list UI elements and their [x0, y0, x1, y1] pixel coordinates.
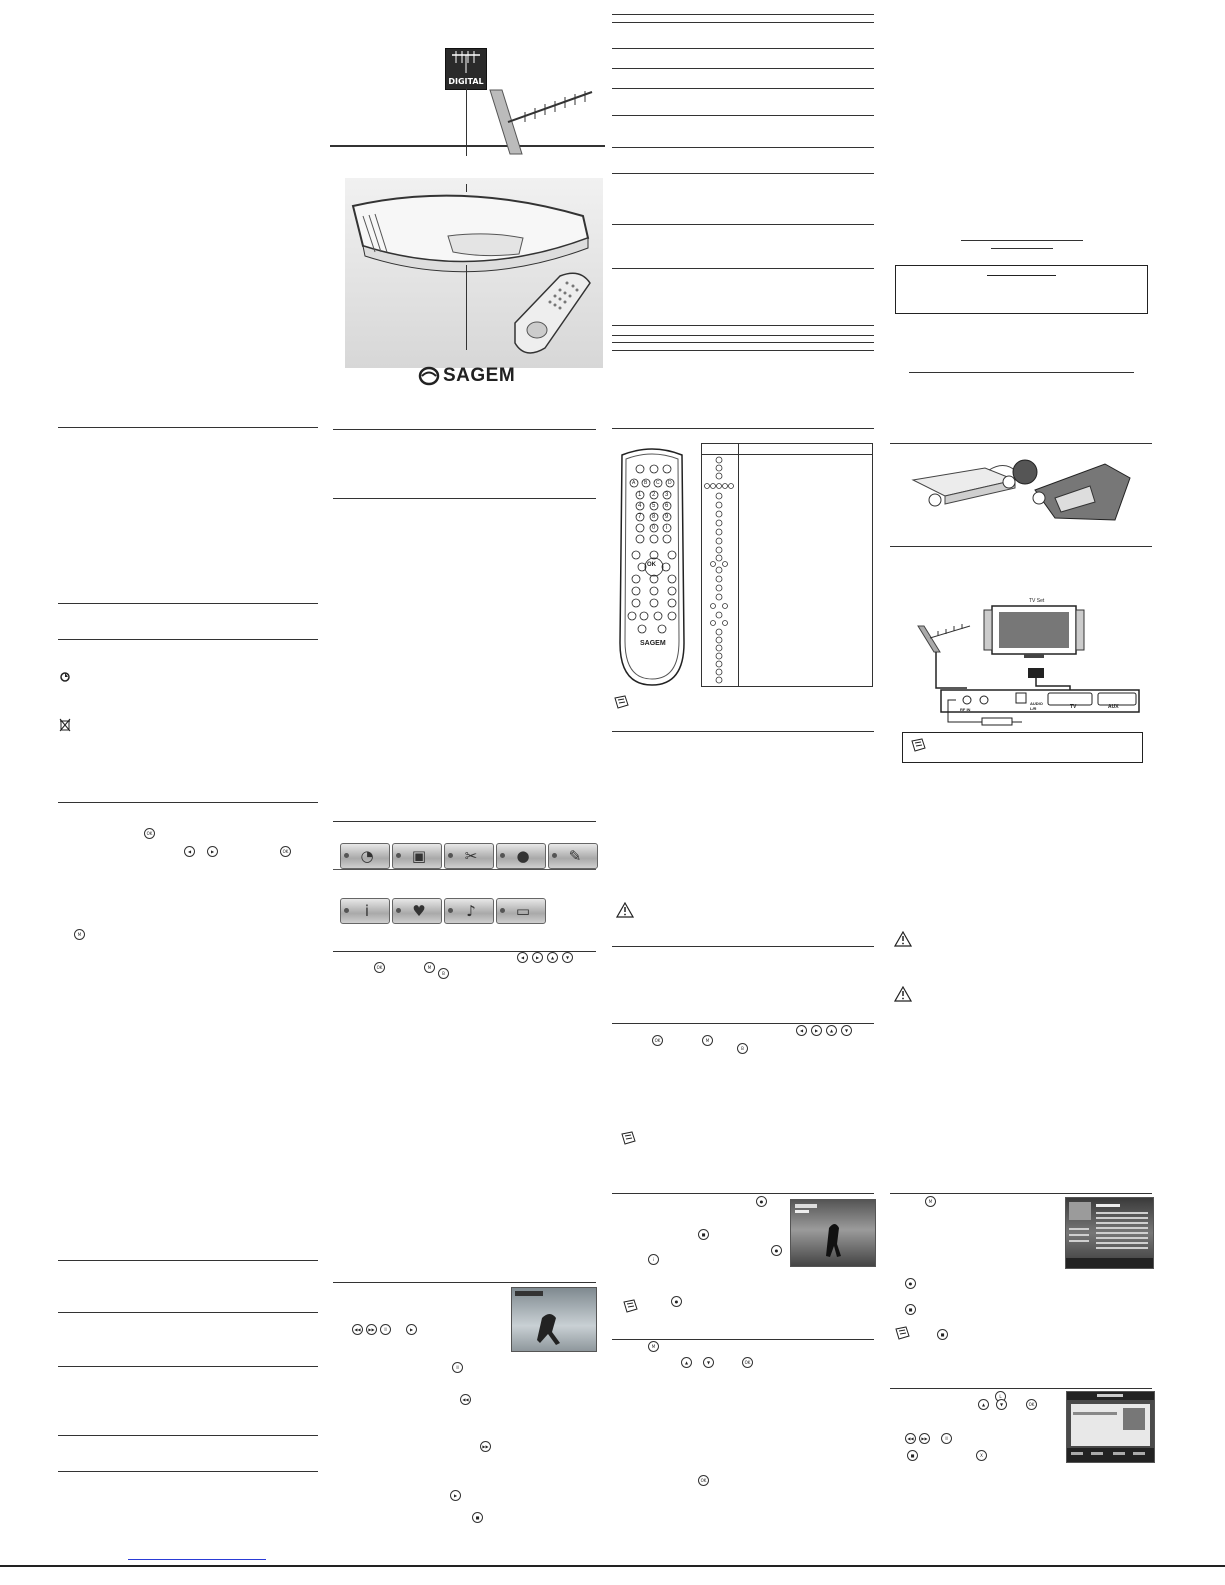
diver-screenshot-thumbnail	[511, 1287, 597, 1352]
note-icon	[620, 1131, 638, 1145]
remote-letter-c: C	[656, 480, 660, 486]
remote-letter-a: A	[632, 480, 636, 486]
note-icon	[622, 1299, 640, 1313]
col1-rule-7	[58, 1366, 318, 1367]
back-button-icon: B	[438, 968, 449, 979]
col3-rule-15	[612, 428, 874, 429]
connection-note-box	[902, 732, 1143, 763]
menu-tile-parental	[392, 843, 442, 869]
lock-icon: ▣	[411, 847, 427, 865]
stop-button-icon: ■	[472, 1512, 483, 1523]
col4-rule-3	[890, 1193, 1152, 1194]
col3-rule-12	[612, 335, 874, 336]
col1-rule-5	[58, 1260, 318, 1261]
col3-rule-7	[612, 147, 874, 148]
record-button-icon: ●	[771, 1245, 782, 1256]
col3-rule-19	[612, 1193, 874, 1194]
rewind-button-icon: ◀◀	[352, 1324, 363, 1335]
remote-brand: SAGEM	[640, 640, 666, 647]
col3-rule-17	[612, 946, 874, 947]
down-button-icon: ▼	[996, 1399, 1007, 1410]
col4-rule-2	[890, 546, 1152, 547]
ok-button-icon: OK	[742, 1357, 753, 1368]
boxed-notice	[895, 265, 1148, 314]
footer-rule	[0, 1565, 1225, 1567]
left-button-icon: ◀	[517, 952, 528, 963]
col1-rule-2	[58, 603, 318, 604]
col3-rule-4	[612, 68, 874, 69]
menu-tile-installation	[340, 843, 390, 869]
col2-rule-6	[333, 1282, 596, 1283]
remote-digit-4: 4	[638, 503, 642, 509]
menu-tile-tools	[444, 843, 494, 869]
col2-rule-3	[333, 821, 596, 822]
exit-button-icon: X	[976, 1450, 987, 1461]
note-icon	[613, 695, 631, 709]
media-icon: ✎	[568, 847, 582, 865]
right-button-icon: ▶	[532, 952, 543, 963]
col1-rule-1	[58, 427, 318, 428]
menu-tile-info	[340, 898, 390, 924]
up-button-icon: ▲	[978, 1399, 989, 1410]
remote-digit-7: 7	[638, 514, 642, 520]
col3-rule-8	[612, 173, 874, 174]
roof-antenna-illustration	[480, 72, 600, 162]
col4-rule-4	[890, 1388, 1152, 1389]
warning-icon	[894, 931, 912, 947]
menu-button-icon: M	[74, 929, 85, 940]
remote-digit-i: i	[666, 525, 668, 531]
rewind-button-icon: ◀◀	[460, 1394, 471, 1405]
dish-icon: ◔	[360, 847, 374, 865]
diver-image	[512, 1288, 596, 1351]
play-button-icon: ▶	[450, 1490, 461, 1501]
pause-button-icon: II	[452, 1362, 463, 1373]
col1-rule-4	[58, 802, 318, 803]
ok-button-icon: OK	[1026, 1399, 1037, 1410]
remote-digit-6: 6	[665, 503, 669, 509]
stop-button-icon: ■	[907, 1450, 918, 1461]
menu-tile-favourites	[392, 898, 442, 924]
remote-digit-1: 1	[638, 492, 642, 498]
col3-rule-2	[612, 22, 874, 23]
music-icon: ♪	[466, 902, 476, 920]
ok-button-icon: OK	[698, 1475, 709, 1486]
port-tv-label: TV	[1070, 704, 1077, 710]
col1-rule-8	[58, 1435, 318, 1436]
up-button-icon: ▲	[547, 952, 558, 963]
ok-button-icon: OK	[374, 962, 385, 973]
recordings-screenshot-thumbnail	[1066, 1391, 1155, 1463]
col2-rule-2	[333, 498, 596, 499]
down-button-icon: ▼	[841, 1025, 852, 1036]
col3-rule-18	[612, 1023, 874, 1024]
port-aux-label: AUX	[1108, 704, 1119, 710]
remote-ok-label: OK	[647, 562, 656, 568]
sagem-logo-icon	[418, 366, 440, 386]
col4-underline-2	[991, 248, 1053, 249]
book-icon: ▭	[515, 902, 531, 920]
remote-digit-0: 0	[652, 525, 656, 531]
remote-control-illustration	[505, 268, 600, 358]
record-button-icon: ●	[671, 1296, 682, 1307]
col1-rule-6	[58, 1312, 318, 1313]
menu-tile-guide	[496, 898, 546, 924]
menu-tile-music	[444, 898, 494, 924]
col3-rule-6	[612, 115, 874, 116]
col3-rule-20	[612, 1339, 874, 1340]
col3-rule-11	[612, 325, 874, 326]
forward-button-icon: ▶▶	[480, 1441, 491, 1452]
recordings-image	[1067, 1392, 1154, 1462]
epg-image	[1066, 1198, 1153, 1268]
col4-underline-1	[961, 240, 1083, 241]
up-button-icon: ▲	[681, 1357, 692, 1368]
right-button-icon: ▶	[811, 1025, 822, 1036]
connection-diagram	[908, 604, 1148, 732]
menu-button-icon: M	[648, 1341, 659, 1352]
footer-link-underline[interactable]	[128, 1559, 266, 1560]
antenna-badge-text: DIGITAL	[448, 77, 484, 86]
cable-line-bottom	[466, 265, 467, 350]
left-button-icon: ◀	[796, 1025, 807, 1036]
up-button-icon: ▲	[826, 1025, 837, 1036]
remote-digit-9: 9	[665, 514, 669, 520]
heart-icon: ♥	[412, 902, 426, 920]
col2-rule-5	[333, 951, 596, 952]
list-button-icon: L	[995, 1391, 1006, 1402]
note-icon	[910, 738, 928, 752]
forward-button-icon: ▶▶	[366, 1324, 377, 1335]
left-button-icon: ◀	[184, 846, 195, 857]
remote-letter-b: B	[644, 480, 648, 486]
col3-rule-10	[612, 268, 874, 269]
col3-rule-5	[612, 88, 874, 89]
play-button-icon: ▶	[406, 1324, 417, 1335]
col3-rule-13	[612, 342, 874, 343]
battery-insertion-illustration	[905, 450, 1137, 530]
col1-rule-3	[58, 639, 318, 640]
col3-rule-9	[612, 224, 874, 225]
col2-rule-4	[333, 869, 596, 870]
menu-button-icon: M	[702, 1035, 713, 1046]
remote-key-icons-column	[703, 455, 735, 685]
forest-screenshot-thumbnail	[790, 1199, 876, 1267]
col4-underline-3	[909, 372, 1134, 373]
record-button-icon: ●	[905, 1278, 916, 1289]
remote-digit-2: 2	[652, 492, 656, 498]
port-audio-label: AUDIO L/R	[1030, 701, 1043, 711]
tv-set-label: TV Set	[1029, 598, 1045, 604]
ok-button-icon: OK	[144, 828, 155, 839]
tools-icon: ✂	[464, 847, 478, 865]
epg-screenshot-thumbnail	[1065, 1197, 1154, 1269]
stop-button-icon: ■	[698, 1229, 709, 1240]
warning-icon	[616, 902, 634, 918]
sagem-logo-text: SAGEM	[443, 365, 516, 386]
remote-digit-8: 8	[652, 514, 656, 520]
menu-button-icon: M	[424, 962, 435, 973]
pause-button-icon: II	[380, 1324, 391, 1335]
menu-tile-games	[496, 843, 546, 869]
pause-button-icon: II	[941, 1433, 952, 1444]
remote-letter-d: D	[668, 480, 672, 486]
recycle-icon	[60, 672, 70, 682]
col2-rule-1	[333, 429, 596, 430]
col3-rule-1	[612, 14, 874, 15]
forest-image	[791, 1200, 875, 1266]
games-icon: ●	[516, 847, 530, 865]
warning-icon	[894, 986, 912, 1002]
down-button-icon: ▼	[562, 952, 573, 963]
rewind-button-icon: ◀◀	[905, 1433, 916, 1444]
col1-rule-9	[58, 1471, 318, 1472]
col3-rule-3	[612, 48, 874, 49]
ok-button-icon: OK	[652, 1035, 663, 1046]
col3-rule-16	[612, 731, 874, 732]
ok-button-icon: OK	[280, 846, 291, 857]
note-icon	[894, 1326, 912, 1340]
info-icon: i	[364, 902, 370, 920]
port-rf-label: RF IN	[960, 707, 971, 712]
stop-button-icon: ■	[937, 1329, 948, 1340]
forward-button-icon: ▶▶	[919, 1433, 930, 1444]
remote-digit-3: 3	[665, 492, 669, 498]
info-button-icon: i	[648, 1254, 659, 1265]
remote-digit-5: 5	[652, 503, 656, 509]
col3-rule-14	[612, 350, 874, 351]
wheelie-bin-icon	[59, 718, 71, 732]
stop-button-icon: ■	[905, 1304, 916, 1315]
back-button-icon: B	[737, 1043, 748, 1054]
menu-button-icon: M	[925, 1196, 936, 1207]
menu-tile-media	[548, 843, 598, 869]
right-button-icon: ▶	[207, 846, 218, 857]
col4-rule-1	[890, 443, 1152, 444]
down-button-icon: ▼	[703, 1357, 714, 1368]
record-button-icon: ●	[756, 1196, 767, 1207]
